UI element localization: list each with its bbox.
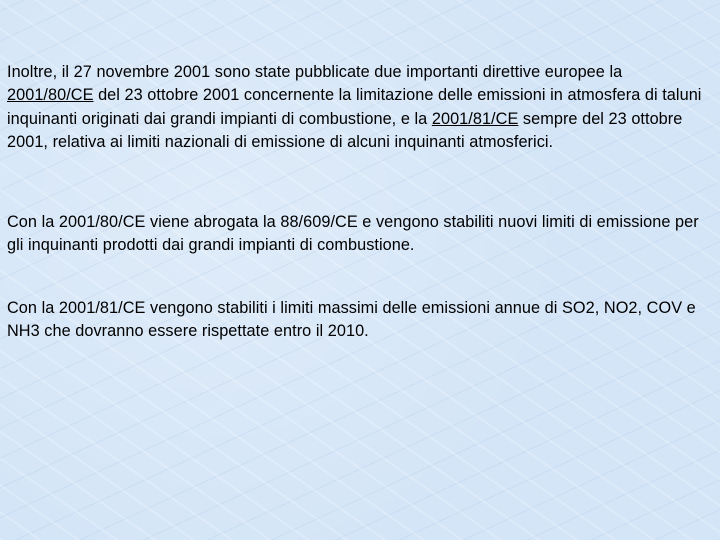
paragraph-2001-81 [7,297,713,344]
intro-text-middle: del 23 ottobre 2001 concernente la limitazione delle emissioni in atmosfera di taluni inquinanti originati dai grandi impianti di combustione, e la [7,86,702,128]
paragraph-2001-81-text: Con la 2001/81/CE vengono stabiliti i limiti massimi delle emissioni annue di SO2, NO2, COV e NH3 che dovranno essere rispettate entro il 2010. [7,299,696,341]
intro-text-end: sempre del 23 ottobre 2001, relativa ai limiti nazionali di emissione di alcuni inquinanti atmosferici. [7,109,683,151]
directive-2001-81-link[interactable]: 2001/81/CE [431,109,519,128]
paragraph-2001-80 [7,211,713,258]
paragraph-2001-80-text: Con la 2001/80/CE viene abrogata la 88/609/CE e vengono stabiliti nuovi limiti di emissione per gli inquinanti prodotti dai grandi impianti di combustione. [7,213,699,255]
directive-2001-80-link[interactable]: 2001/80/CE [7,86,94,105]
intro-text-start: Inoltre, il 27 novembre 2001 sono state pubblicate due importanti direttive europee la [7,63,623,81]
paragraph-directives-intro [7,61,713,154]
